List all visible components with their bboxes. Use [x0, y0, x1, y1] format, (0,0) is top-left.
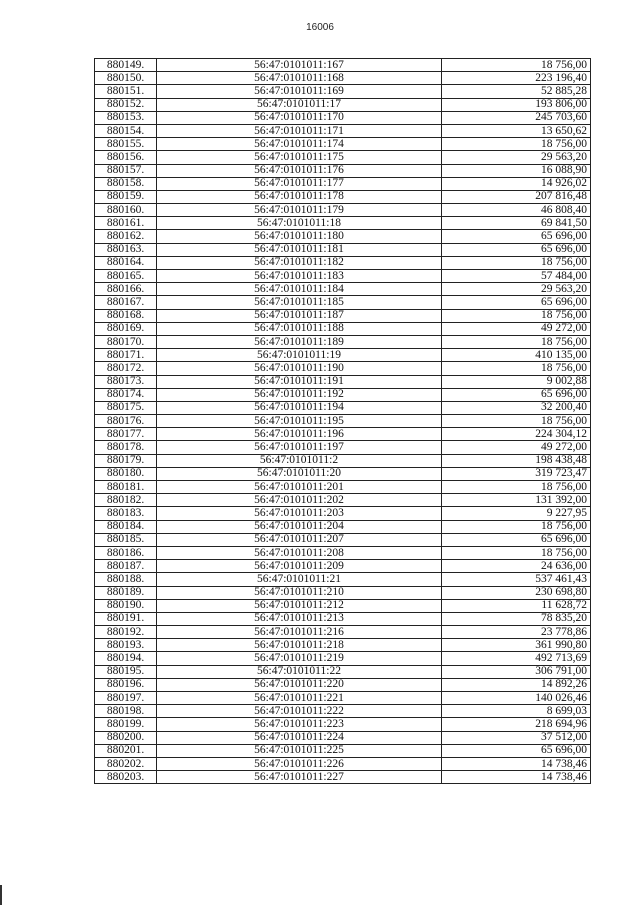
row-number-cell: 880176. [95, 415, 157, 428]
amount-cell: 18 756,00 [442, 309, 591, 322]
table-row [95, 599, 591, 612]
table-row [95, 204, 591, 217]
cadastral-number-cell: 56:47:0101011:174 [157, 138, 442, 151]
table-row [95, 639, 591, 652]
table-row [95, 533, 591, 546]
row-number-cell: 880190. [95, 599, 157, 612]
amount-cell: 18 756,00 [442, 362, 591, 375]
cadastral-number-cell: 56:47:0101011:179 [157, 204, 442, 217]
amount-cell: 224 304,12 [442, 428, 591, 441]
amount-cell: 18 756,00 [442, 546, 591, 559]
row-number-cell: 880162. [95, 230, 157, 243]
cadastral-number-cell: 56:47:0101011:21 [157, 573, 442, 586]
table-body [95, 59, 591, 784]
amount-cell: 29 563,20 [442, 283, 591, 296]
table-row [95, 124, 591, 137]
land-plots-table [94, 58, 591, 784]
amount-cell: 78 835,20 [442, 612, 591, 625]
cadastral-number-cell: 56:47:0101011:209 [157, 560, 442, 573]
table-row [95, 309, 591, 322]
cadastral-number-cell: 56:47:0101011:184 [157, 283, 442, 296]
row-number-cell: 880195. [95, 665, 157, 678]
cadastral-number-cell: 56:47:0101011:227 [157, 771, 442, 784]
table-row [95, 296, 591, 309]
table-row [95, 507, 591, 520]
cadastral-number-cell: 56:47:0101011:191 [157, 375, 442, 388]
row-number-cell: 880174. [95, 388, 157, 401]
table-row [95, 481, 591, 494]
row-number-cell: 880157. [95, 164, 157, 177]
amount-cell: 24 636,00 [442, 560, 591, 573]
cadastral-number-cell: 56:47:0101011:212 [157, 599, 442, 612]
cadastral-number-cell: 56:47:0101011:208 [157, 546, 442, 559]
row-number-cell: 880154. [95, 124, 157, 137]
row-number-cell: 880163. [95, 243, 157, 256]
row-number-cell: 880173. [95, 375, 157, 388]
table-row [95, 256, 591, 269]
amount-cell: 65 696,00 [442, 296, 591, 309]
table-row [95, 111, 591, 124]
row-number-cell: 880200. [95, 731, 157, 744]
cadastral-number-cell: 56:47:0101011:222 [157, 705, 442, 718]
cadastral-number-cell: 56:47:0101011:171 [157, 124, 442, 137]
row-number-cell: 880160. [95, 204, 157, 217]
cadastral-number-cell: 56:47:0101011:194 [157, 401, 442, 414]
table-row [95, 349, 591, 362]
amount-cell: 32 200,40 [442, 401, 591, 414]
row-number-cell: 880183. [95, 507, 157, 520]
table-row [95, 72, 591, 85]
amount-cell: 65 696,00 [442, 388, 591, 401]
row-number-cell: 880168. [95, 309, 157, 322]
row-number-cell: 880188. [95, 573, 157, 586]
amount-cell: 65 696,00 [442, 230, 591, 243]
amount-cell: 18 756,00 [442, 256, 591, 269]
row-number-cell: 880166. [95, 283, 157, 296]
table-row [95, 243, 591, 256]
cadastral-number-cell: 56:47:0101011:190 [157, 362, 442, 375]
table-row [95, 573, 591, 586]
amount-cell: 14 892,26 [442, 678, 591, 691]
cadastral-number-cell: 56:47:0101011:17 [157, 98, 442, 111]
row-number-cell: 880149. [95, 59, 157, 72]
table-row [95, 59, 591, 72]
cadastral-number-cell: 56:47:0101011:225 [157, 744, 442, 757]
row-number-cell: 880178. [95, 441, 157, 454]
cadastral-number-cell: 56:47:0101011:187 [157, 309, 442, 322]
row-number-cell: 880184. [95, 520, 157, 533]
amount-cell: 14 738,46 [442, 757, 591, 770]
amount-cell: 23 778,86 [442, 626, 591, 639]
row-number-cell: 880175. [95, 401, 157, 414]
scan-edge-mark [0, 885, 2, 905]
row-number-cell: 880196. [95, 678, 157, 691]
amount-cell: 29 563,20 [442, 151, 591, 164]
amount-cell: 410 135,00 [442, 349, 591, 362]
table-row [95, 520, 591, 533]
cadastral-number-cell: 56:47:0101011:192 [157, 388, 442, 401]
table-row [95, 705, 591, 718]
row-number-cell: 880187. [95, 560, 157, 573]
row-number-cell: 880164. [95, 256, 157, 269]
table-row [95, 692, 591, 705]
row-number-cell: 880150. [95, 72, 157, 85]
table-row [95, 98, 591, 111]
cadastral-number-cell: 56:47:0101011:175 [157, 151, 442, 164]
land-plots-table-container [94, 58, 590, 784]
row-number-cell: 880194. [95, 652, 157, 665]
amount-cell: 245 703,60 [442, 111, 591, 124]
row-number-cell: 880161. [95, 217, 157, 230]
table-row [95, 612, 591, 625]
cadastral-number-cell: 56:47:0101011:202 [157, 494, 442, 507]
row-number-cell: 880181. [95, 481, 157, 494]
row-number-cell: 880191. [95, 612, 157, 625]
cadastral-number-cell: 56:47:0101011:204 [157, 520, 442, 533]
cadastral-number-cell: 56:47:0101011:178 [157, 190, 442, 203]
cadastral-number-cell: 56:47:0101011:195 [157, 415, 442, 428]
table-row [95, 388, 591, 401]
amount-cell: 218 694,96 [442, 718, 591, 731]
amount-cell: 207 816,48 [442, 190, 591, 203]
row-number-cell: 880198. [95, 705, 157, 718]
amount-cell: 198 438,48 [442, 454, 591, 467]
amount-cell: 18 756,00 [442, 59, 591, 72]
cadastral-number-cell: 56:47:0101011:203 [157, 507, 442, 520]
row-number-cell: 880180. [95, 467, 157, 480]
row-number-cell: 880151. [95, 85, 157, 98]
cadastral-number-cell: 56:47:0101011:169 [157, 85, 442, 98]
cadastral-number-cell: 56:47:0101011:219 [157, 652, 442, 665]
amount-cell: 69 841,50 [442, 217, 591, 230]
table-row [95, 415, 591, 428]
table-row [95, 586, 591, 599]
table-row [95, 164, 591, 177]
row-number-cell: 880172. [95, 362, 157, 375]
amount-cell: 52 885,28 [442, 85, 591, 98]
row-number-cell: 880199. [95, 718, 157, 731]
row-number-cell: 880170. [95, 335, 157, 348]
table-row [95, 283, 591, 296]
cadastral-number-cell: 56:47:0101011:177 [157, 177, 442, 190]
row-number-cell: 880202. [95, 757, 157, 770]
amount-cell: 37 512,00 [442, 731, 591, 744]
cadastral-number-cell: 56:47:0101011:20 [157, 467, 442, 480]
row-number-cell: 880193. [95, 639, 157, 652]
amount-cell: 193 806,00 [442, 98, 591, 111]
table-row [95, 744, 591, 757]
table-row [95, 652, 591, 665]
cadastral-number-cell: 56:47:0101011:180 [157, 230, 442, 243]
row-number-cell: 880155. [95, 138, 157, 151]
amount-cell: 8 699,03 [442, 705, 591, 718]
table-row [95, 217, 591, 230]
table-row [95, 560, 591, 573]
row-number-cell: 880165. [95, 270, 157, 283]
table-row [95, 190, 591, 203]
table-row [95, 454, 591, 467]
table-row [95, 494, 591, 507]
table-row [95, 678, 591, 691]
cadastral-number-cell: 56:47:0101011:188 [157, 322, 442, 335]
cadastral-number-cell: 56:47:0101011:221 [157, 692, 442, 705]
table-row [95, 375, 591, 388]
amount-cell: 131 392,00 [442, 494, 591, 507]
cadastral-number-cell: 56:47:0101011:213 [157, 612, 442, 625]
amount-cell: 9 002,88 [442, 375, 591, 388]
amount-cell: 57 484,00 [442, 270, 591, 283]
cadastral-number-cell: 56:47:0101011:226 [157, 757, 442, 770]
amount-cell: 9 227,95 [442, 507, 591, 520]
table-row [95, 322, 591, 335]
amount-cell: 537 461,43 [442, 573, 591, 586]
amount-cell: 11 628,72 [442, 599, 591, 612]
amount-cell: 18 756,00 [442, 481, 591, 494]
row-number-cell: 880189. [95, 586, 157, 599]
cadastral-number-cell: 56:47:0101011:168 [157, 72, 442, 85]
cadastral-number-cell: 56:47:0101011:210 [157, 586, 442, 599]
cadastral-number-cell: 56:47:0101011:182 [157, 256, 442, 269]
amount-cell: 13 650,62 [442, 124, 591, 137]
cadastral-number-cell: 56:47:0101011:197 [157, 441, 442, 454]
cadastral-number-cell: 56:47:0101011:201 [157, 481, 442, 494]
row-number-cell: 880186. [95, 546, 157, 559]
row-number-cell: 880156. [95, 151, 157, 164]
cadastral-number-cell: 56:47:0101011:189 [157, 335, 442, 348]
row-number-cell: 880171. [95, 349, 157, 362]
amount-cell: 306 791,00 [442, 665, 591, 678]
table-row [95, 85, 591, 98]
table-row [95, 665, 591, 678]
table-row [95, 626, 591, 639]
amount-cell: 16 088,90 [442, 164, 591, 177]
amount-cell: 230 698,80 [442, 586, 591, 599]
row-number-cell: 880152. [95, 98, 157, 111]
cadastral-number-cell: 56:47:0101011:216 [157, 626, 442, 639]
row-number-cell: 880203. [95, 771, 157, 784]
row-number-cell: 880185. [95, 533, 157, 546]
amount-cell: 49 272,00 [442, 441, 591, 454]
table-row [95, 467, 591, 480]
row-number-cell: 880158. [95, 177, 157, 190]
table-row [95, 718, 591, 731]
amount-cell: 49 272,00 [442, 322, 591, 335]
table-row [95, 757, 591, 770]
cadastral-number-cell: 56:47:0101011:185 [157, 296, 442, 309]
row-number-cell: 880167. [95, 296, 157, 309]
table-row [95, 230, 591, 243]
amount-cell: 18 756,00 [442, 138, 591, 151]
amount-cell: 65 696,00 [442, 243, 591, 256]
table-row [95, 428, 591, 441]
cadastral-number-cell: 56:47:0101011:2 [157, 454, 442, 467]
table-row [95, 270, 591, 283]
table-row [95, 362, 591, 375]
row-number-cell: 880182. [95, 494, 157, 507]
row-number-cell: 880179. [95, 454, 157, 467]
table-row [95, 771, 591, 784]
table-row [95, 731, 591, 744]
cadastral-number-cell: 56:47:0101011:181 [157, 243, 442, 256]
table-row [95, 441, 591, 454]
cadastral-number-cell: 56:47:0101011:218 [157, 639, 442, 652]
amount-cell: 18 756,00 [442, 520, 591, 533]
row-number-cell: 880192. [95, 626, 157, 639]
cadastral-number-cell: 56:47:0101011:223 [157, 718, 442, 731]
cadastral-number-cell: 56:47:0101011:196 [157, 428, 442, 441]
amount-cell: 65 696,00 [442, 744, 591, 757]
page-number: 16006 [306, 22, 334, 33]
row-number-cell: 880159. [95, 190, 157, 203]
amount-cell: 18 756,00 [442, 335, 591, 348]
amount-cell: 361 990,80 [442, 639, 591, 652]
amount-cell: 18 756,00 [442, 415, 591, 428]
row-number-cell: 880201. [95, 744, 157, 757]
row-number-cell: 880153. [95, 111, 157, 124]
cadastral-number-cell: 56:47:0101011:19 [157, 349, 442, 362]
amount-cell: 14 738,46 [442, 771, 591, 784]
cadastral-number-cell: 56:47:0101011:18 [157, 217, 442, 230]
cadastral-number-cell: 56:47:0101011:176 [157, 164, 442, 177]
table-row [95, 546, 591, 559]
table-row [95, 177, 591, 190]
amount-cell: 65 696,00 [442, 533, 591, 546]
amount-cell: 319 723,47 [442, 467, 591, 480]
row-number-cell: 880169. [95, 322, 157, 335]
cadastral-number-cell: 56:47:0101011:22 [157, 665, 442, 678]
cadastral-number-cell: 56:47:0101011:224 [157, 731, 442, 744]
cadastral-number-cell: 56:47:0101011:170 [157, 111, 442, 124]
table-row [95, 335, 591, 348]
cadastral-number-cell: 56:47:0101011:167 [157, 59, 442, 72]
cadastral-number-cell: 56:47:0101011:207 [157, 533, 442, 546]
amount-cell: 140 026,46 [442, 692, 591, 705]
amount-cell: 14 926,02 [442, 177, 591, 190]
amount-cell: 492 713,69 [442, 652, 591, 665]
amount-cell: 46 808,40 [442, 204, 591, 217]
table-row [95, 151, 591, 164]
table-row [95, 138, 591, 151]
row-number-cell: 880197. [95, 692, 157, 705]
cadastral-number-cell: 56:47:0101011:220 [157, 678, 442, 691]
cadastral-number-cell: 56:47:0101011:183 [157, 270, 442, 283]
table-row [95, 401, 591, 414]
row-number-cell: 880177. [95, 428, 157, 441]
amount-cell: 223 196,40 [442, 72, 591, 85]
